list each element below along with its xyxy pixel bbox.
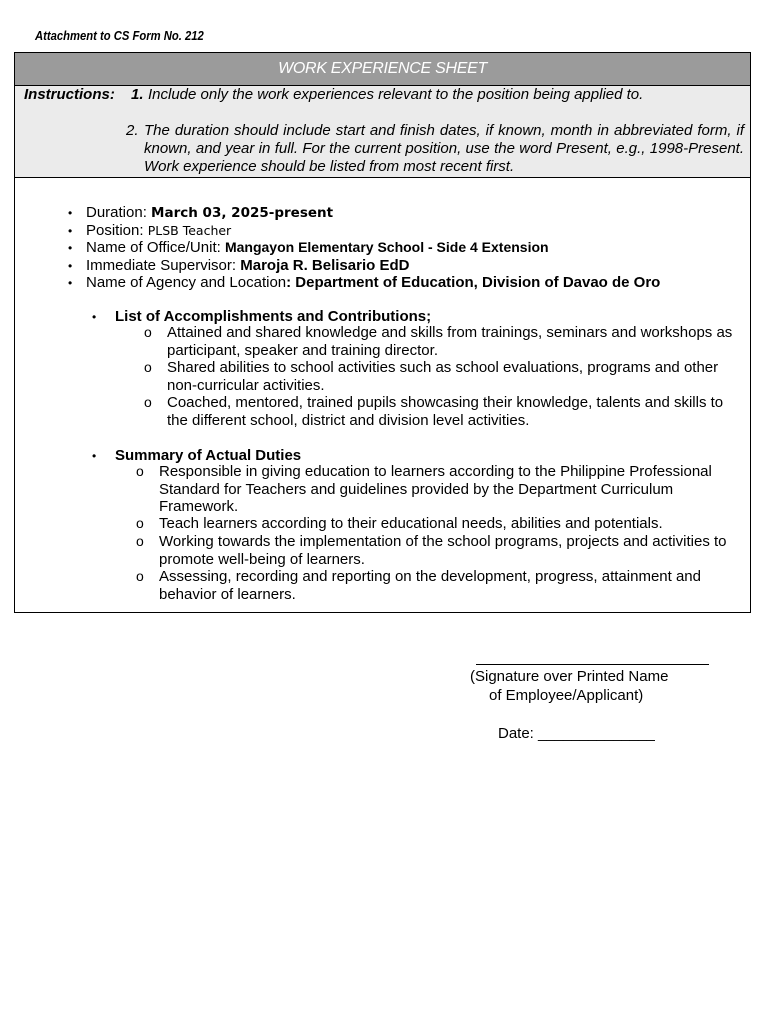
bullet-icon: • bbox=[68, 206, 73, 220]
office-row bbox=[86, 239, 549, 256]
duration-label: Duration: bbox=[86, 204, 147, 221]
bullet-icon: • bbox=[68, 259, 73, 273]
supervisor-value: Maroja R. Belisario EdD bbox=[240, 257, 410, 274]
circle-bullet-icon: o bbox=[144, 324, 152, 340]
instruction-1-number: 1. bbox=[131, 86, 144, 103]
work-experience-sheet bbox=[14, 52, 751, 613]
agency-value: : Department of Education, Division of Davao de Oro bbox=[286, 274, 661, 291]
position-value: PLSB Teacher bbox=[147, 223, 232, 238]
bullet-icon: • bbox=[92, 310, 97, 324]
accomplishments-heading: List of Accomplishments and Contributions; bbox=[115, 308, 432, 325]
circle-bullet-icon: o bbox=[136, 515, 144, 531]
duty-item: Working towards the implementation of the school programs, projects and activities to promote well-being of learners. bbox=[159, 533, 727, 568]
circle-bullet-icon: o bbox=[136, 568, 144, 584]
agency-label: Name of Agency and Location bbox=[86, 274, 287, 291]
accomplishment-item: Attained and shared knowledge and skills from trainings, seminars and workshops as participant, speaker and training director. bbox=[167, 324, 733, 359]
signature-line bbox=[476, 664, 709, 665]
supervisor-label: Immediate Supervisor: bbox=[86, 257, 237, 274]
bullet-icon: • bbox=[92, 449, 97, 463]
circle-bullet-icon: o bbox=[144, 394, 152, 410]
duties-heading: Summary of Actual Duties bbox=[115, 447, 302, 464]
circle-bullet-icon: o bbox=[136, 533, 144, 549]
bullet-icon: • bbox=[68, 241, 73, 255]
signature-caption-line1: (Signature over Printed Name bbox=[470, 668, 669, 685]
supervisor-row bbox=[86, 257, 409, 274]
agency-row bbox=[86, 274, 660, 291]
signature-caption-line2: of Employee/Applicant) bbox=[489, 687, 644, 704]
sheet-title: WORK EXPERIENCE SHEET bbox=[15, 53, 750, 86]
duty-item: Responsible in giving education to learners according to the Philippine Professional Standard for Teachers and guidelines provided by the Department Curriculum Framework. bbox=[159, 463, 712, 515]
instruction-1-text: Include only the work experiences relevant to the position being applied to. bbox=[148, 86, 644, 103]
instruction-2-number: 2. bbox=[126, 122, 139, 139]
duty-item: Assessing, recording and reporting on the development, progress, attainment and behavior of learners. bbox=[159, 568, 701, 603]
circle-bullet-icon: o bbox=[136, 463, 144, 479]
accomplishment-item: Shared abilities to school activities such as school evaluations, programs and other non-curricular activities. bbox=[167, 359, 719, 394]
instruction-2-text: The duration should include start and finish dates, if known, month in abbreviated form, if known, and year in full. For the current position, use the word Present, e.g., 1998-Present. Work experience should be listed from most recent first. bbox=[144, 122, 744, 175]
position-row bbox=[86, 222, 231, 239]
instructions-box bbox=[15, 86, 750, 178]
position-label: Position: bbox=[86, 222, 144, 239]
office-value: Mangayon Elementary School - Side 4 Extension bbox=[224, 239, 549, 255]
circle-bullet-icon: o bbox=[144, 359, 152, 375]
instructions-label: Instructions: bbox=[24, 86, 115, 103]
duration-value: March 03, 2025-present bbox=[151, 205, 334, 221]
attachment-label: Attachment to CS Form No. 212 bbox=[35, 29, 204, 43]
office-label: Name of Office/Unit: bbox=[86, 239, 221, 256]
duty-item: Teach learners according to their educational needs, abilities and potentials. bbox=[159, 515, 663, 532]
duration-row bbox=[86, 204, 333, 222]
bullet-icon: • bbox=[68, 276, 73, 290]
date-field: Date: ______________ bbox=[498, 725, 655, 742]
accomplishment-item: Coached, mentored, trained pupils showcasing their knowledge, talents and skills to the different school, district and division level activities. bbox=[167, 394, 724, 429]
bullet-icon: • bbox=[68, 224, 73, 238]
